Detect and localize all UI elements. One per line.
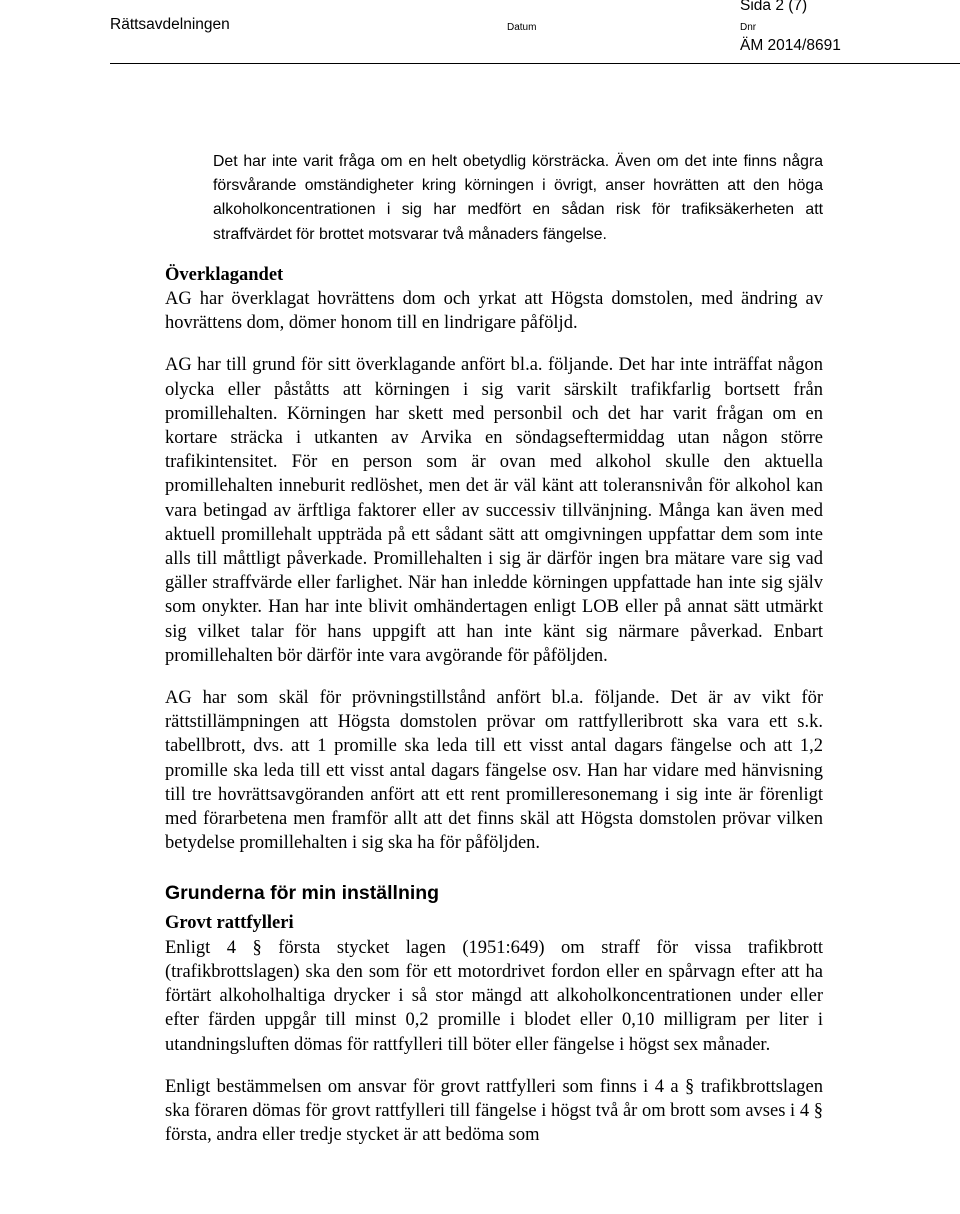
dnr-label: Dnr xyxy=(740,22,757,33)
organization-name: Rättsavdelningen xyxy=(110,16,230,33)
dnr-value: ÄM 2014/8691 xyxy=(740,37,841,54)
intro-paragraph: Det har inte varit fråga om en helt obetydlig körsträcka. Även om det inte finns några försvårande omständigheter kring körningen i övrigt, anser hovrätten att den höga alkoholkoncentrationen i sig har medfört en sådan risk för trafiksäkerheten att straffvärdet för brottet motsvarar två månaders fängelse. xyxy=(213,153,823,243)
grounds-heading: Grunderna för min inställning xyxy=(165,882,440,905)
grounds-paragraph-2: Enligt bestämmelsen om ansvar för grovt rattfylleri som finns i 4 a § trafikbrottslagen ska föraren dömas för grovt rattfylleri till fängelse i högst två år om brott som avses i 4 § första, andra eller tredje stycket är att bedöma som xyxy=(165,1076,823,1146)
appeal-paragraph-2: AG har till grund för sitt överklagande anfört bl.a. följande. Det har inte inträffat någon olycka eller påståtts att körningen i sig varit särskilt trafikfarlig bortsett från promillehalten. Körningen har skett med personbil och det har varit frågan om en kortare sträcka i utkanten av Arvika en söndagseftermiddag utan någon större trafikintensitet. För en person som är ovan med alkohol skulle den aktuella promillehalten inneburit redlöshet, men det är väl känt att toleransnivån för alkohol kan vara betingad av ärftliga faktorer eller av successiv tillvänjning. Många kan även med aktuell promillehalt uppträda på ett sådant sätt att omgivningen uppfattar dem som inte alls till måttligt påverkade. Promillehalten i sig är därför ingen bra mätare vare sig vad gäller straffvärde eller farlighet. När han inledde körningen uppfattade han inte sig själv som onykter. Han har inte blivit omhändertagen enligt LOB eller på annat sätt utmärkt sig vilket talar för hans uppgift att han inte känt sig närmare påverkad. Enbart promillehalten bör därför inte vara avgörande för påföljden. xyxy=(165,355,823,666)
grounds-paragraph-1: Enligt 4 § första stycket lagen (1951:649) om straff för vissa trafikbrott (trafikbrottslagen) ska den som för ett motordrivet fordon eller en spårvagn efter att ha förtärt alkoholhaltiga drycker i så stor mängd att alkoholkoncentrationen under eller efter färden uppgår till minst 0,2 promille i blodet eller 0,10 milligram per liter i utandningsluften dömas för rattfylleri till böter eller fängelse i högst sex månader. xyxy=(165,937,823,1055)
page-number: Sida 2 (7) xyxy=(740,0,808,14)
page-header xyxy=(0,0,960,60)
header-divider xyxy=(110,63,960,64)
appeal-paragraph-3: AG har som skäl för prövningstillstånd anfört bl.a. följande. Det är av vikt för rättstillämpningen att Högsta domstolen prövar om rattfylleribrott ska vara ett s.k. tabellbrott, dvs. att 1 promille ska leda till ett visst antal dagars fängelse och att 1,2 promille ska leda till ett visst antal dagars fängelse osv. Han har vidare med hänvisning till tre hovrättsavgöranden anfört att ett rent promilleresonemang i sig inte är förenligt med förarbetena men framför allt att det finns skäl att Högsta domstolen prövar vilken betydelse promillehalten i sig ska ha för påföljden. xyxy=(165,688,823,854)
appeal-heading: Överklagandet xyxy=(165,264,284,285)
grounds-subheading: Grovt rattfylleri xyxy=(165,913,294,934)
document-body xyxy=(165,150,823,1147)
appeal-paragraph-1: AG har överklagat hovrättens dom och yrkat att Högsta domstolen, med ändring av hovrättens dom, dömer honom till en lindrigare påföljd. xyxy=(165,289,823,334)
date-label: Datum xyxy=(507,22,537,33)
